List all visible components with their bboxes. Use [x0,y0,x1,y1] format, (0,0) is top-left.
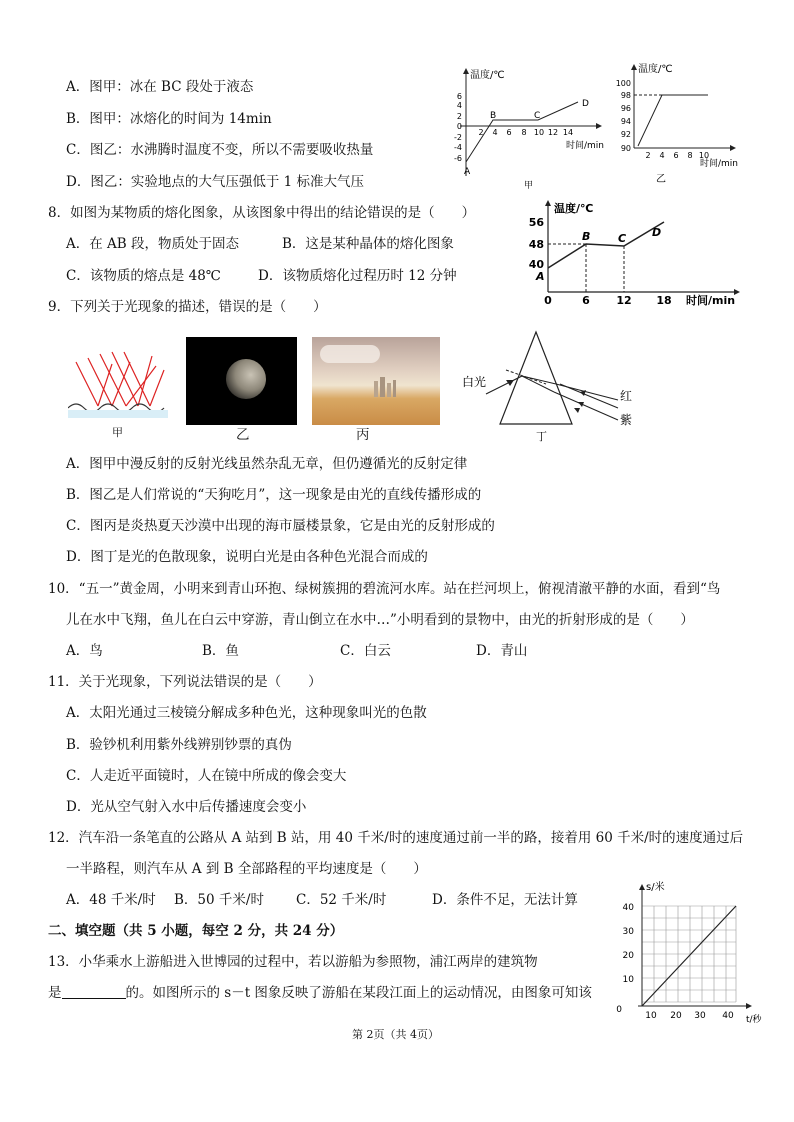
prism-purple-label: 紫 [620,413,633,427]
q12-option-d: D．条件不足，无法计算 [432,892,578,908]
yi-x-tick: 10 [698,151,710,160]
jia-caption: 甲 [524,181,534,191]
figure-yi-boiling-graph [612,58,742,188]
q9-option-b: B．图乙是人们常说的“天狗吃月”，这一现象是由光的直线传播形成的 [66,487,482,503]
q10-option-d: D．青山 [476,643,528,659]
q12-stem-line2: 一半路程，则汽车从 A 到 B 全部路程的平均速度是（ ） [66,861,427,877]
q11-option-d: D．光从空气射入水中后传播速度会变小 [66,799,307,815]
q13-answer-blank[interactable] [62,984,126,999]
page-footer: 第 2页（共 4页） [352,1028,439,1041]
building-shape [387,383,391,397]
q9-stem: 9．下列关于光现象的描述，错误的是（ ） [48,299,327,315]
jia-point-a: A [464,167,471,177]
q11-option-c: C．人走近平面镜时，人在镜中所成的像会变大 [66,768,347,784]
jia-y-tick: 2 [456,112,462,121]
q13-line2-suffix: 的。如图所示的 s－t 图象反映了游船在某段江面上的运动情况，由图象可知该 [125,985,592,1001]
q13-line1: 13．小华乘水上游船进入世博园的过程中，若以游船为参照物，浦江两岸的建筑物 [48,954,538,970]
q10-stem-line2: 儿在水中飞翔，鱼儿在白云中穿游，青山倒立在水中…”小明看到的景物中，由光的折射形成的是（ ） [66,612,694,628]
q8-option-b: B．这是某种晶体的熔化图象 [282,236,454,252]
q12-option-b: B．50 千米/时 [174,892,264,908]
yi-y-tick: 100 [615,79,631,88]
q10-option-c: C．白云 [340,643,391,659]
q8-y-tick: 56 [528,216,544,229]
yi-x-tick: 4 [659,151,665,160]
yi-caption: 乙 [656,174,666,185]
yi-x-tick: 2 [645,151,651,160]
q8-point-c: C [618,232,627,245]
yi-y-label: 温度/℃ [638,64,673,75]
q7-option-c: C．图乙：水沸腾时温度不变，所以不需要吸收热量 [66,142,374,158]
q8-y-tick: 40 [528,258,544,271]
moon-icon [226,359,266,399]
yi-x-label: 时间/min [700,159,739,169]
yi-x-tick: 6 [673,151,679,160]
jia-point-b: B [490,111,497,121]
q7-option-d: D．图乙：实验地点的大气压强低于 1 标准大气压 [66,174,364,190]
q13-line2-prefix: 是 [48,985,62,1001]
q8-option-d: D．该物质熔化过程历时 12 分钟 [258,268,457,284]
st-x-label: t/秒 [746,1015,762,1025]
q12-option-a: A．48 千米/时 [66,892,156,908]
caption-yi: 乙 [236,427,250,443]
st-x-tick: 20 [670,1011,682,1021]
caption-jia: 甲 [112,426,123,439]
q8-x-tick: 0 [544,294,552,307]
photo-lunar-eclipse [186,337,297,425]
jia-point-d: D [582,99,589,109]
building-shape [393,380,396,397]
q7-option-a: A．图甲：冰在 BC 段处于液态 [66,79,254,95]
q8-point-d: D [652,226,662,239]
figure-jia-melting-graph [448,62,608,192]
jia-x-tick: 12 [547,128,559,137]
q9-option-a: A．图甲中漫反射的反射光线虽然杂乱无章，但仍遵循光的反射定律 [66,456,468,472]
q8-option-a: A．在 AB 段，物质处于固态 [66,236,240,252]
q7-option-b: B．图甲：冰熔化的时间为 14min [66,111,272,127]
st-y-tick: 30 [622,927,634,937]
st-y-tick: 40 [622,903,634,913]
caption-bing: 丙 [356,427,370,443]
q8-x-tick: 18 [656,294,672,307]
jia-y-tick: 0 [456,122,462,131]
jia-y-tick: 4 [456,101,462,110]
figure-q8-melting-graph [524,196,744,308]
yi-y-tick: 96 [620,104,631,113]
q8-point-a: A [536,270,545,283]
jia-y-tick: -2 [454,133,462,142]
yi-y-tick: 94 [620,117,631,126]
building-shape [374,381,378,397]
jia-x-label: 时间/min [566,141,605,151]
st-x-tick: 30 [694,1011,706,1021]
q8-x-tick: 6 [582,294,590,307]
q11-stem: 11．关于光现象，下列说法错误的是（ ） [48,674,322,690]
jia-x-tick: 2 [478,128,484,137]
q8-stem: 8．如图为某物质的熔化图象，从该图象中得出的结论错误的是（ ） [48,205,476,221]
q10-stem-line1: 10．“五一”黄金周，小明来到青山环抱、绿树簇拥的碧流河水库。站在拦河坝上，俯视清澈平静的水面，看到“鸟 [48,581,721,597]
jia-y-label: 温度/℃ [470,70,505,81]
figure-diffuse-reflection [68,340,168,440]
caption-ding: 丁 [536,430,547,443]
q8-y-label: 温度/℃ [554,202,594,215]
st-x-tick: 10 [645,1011,657,1021]
st-y-tick: 20 [622,951,634,961]
figure-prism-dispersion [456,328,656,446]
q12-stem-line1: 12．汽车沿一条笔直的公路从 A 站到 B 站，用 40 千米/时的速度通过前一半的路，接着用 60 千米/时的速度通过后 [48,830,744,846]
q10-option-b: B．鱼 [202,643,239,659]
jia-x-tick: 4 [492,128,498,137]
prism-red-label: 红 [620,389,633,403]
q11-option-a: A．太阳光通过三棱镜分解成多种色光，这种现象叫光的色散 [66,705,427,721]
st-y-label: s/米 [646,882,665,893]
q8-x-tick: 12 [616,294,632,307]
q8-option-c: C．该物质的熔点是 48℃ [66,268,221,284]
q11-option-b: B．验钞机利用紫外线辨别钞票的真伪 [66,737,292,753]
q8-x-label: 时间/min [686,294,736,307]
yi-x-tick: 8 [687,151,693,160]
q8-y-tick: 48 [528,238,544,251]
q10-option-a: A．鸟 [66,643,103,659]
jia-x-tick: 6 [506,128,512,137]
photo-desert-mirage [312,337,440,425]
q8-point-b: B [582,230,591,243]
jia-point-c: C [534,111,541,121]
jia-x-tick: 8 [521,128,527,137]
st-origin: 0 [616,1005,622,1015]
q9-option-c: C．图丙是炎热夏天沙漠中出现的海市蜃楼景象，它是由光的反射形成的 [66,518,495,534]
section-two-heading: 二、填空题（共 5 小题，每空 2 分，共 24 分） [48,923,344,939]
q12-option-c: C．52 千米/时 [296,892,387,908]
st-y-tick: 10 [622,975,634,985]
jia-x-tick: 14 [562,128,574,137]
prism-white-light-label: 白光 [462,375,487,389]
building-shape [380,377,385,397]
q13-line2 [48,984,592,1002]
jia-x-tick: 10 [533,128,545,137]
jia-y-tick: -6 [454,154,462,163]
yi-y-tick: 92 [620,130,631,139]
cloud-shape [320,345,380,363]
st-x-tick: 40 [722,1011,734,1021]
jia-y-tick: -4 [454,143,462,152]
yi-y-tick: 90 [620,144,631,153]
figure-s-t-graph [608,876,768,1026]
q9-option-d: D．图丁是光的色散现象，说明白光是由各种色光混合而成的 [66,549,428,565]
jia-y-tick: 6 [456,92,462,101]
yi-y-tick: 98 [620,91,631,100]
